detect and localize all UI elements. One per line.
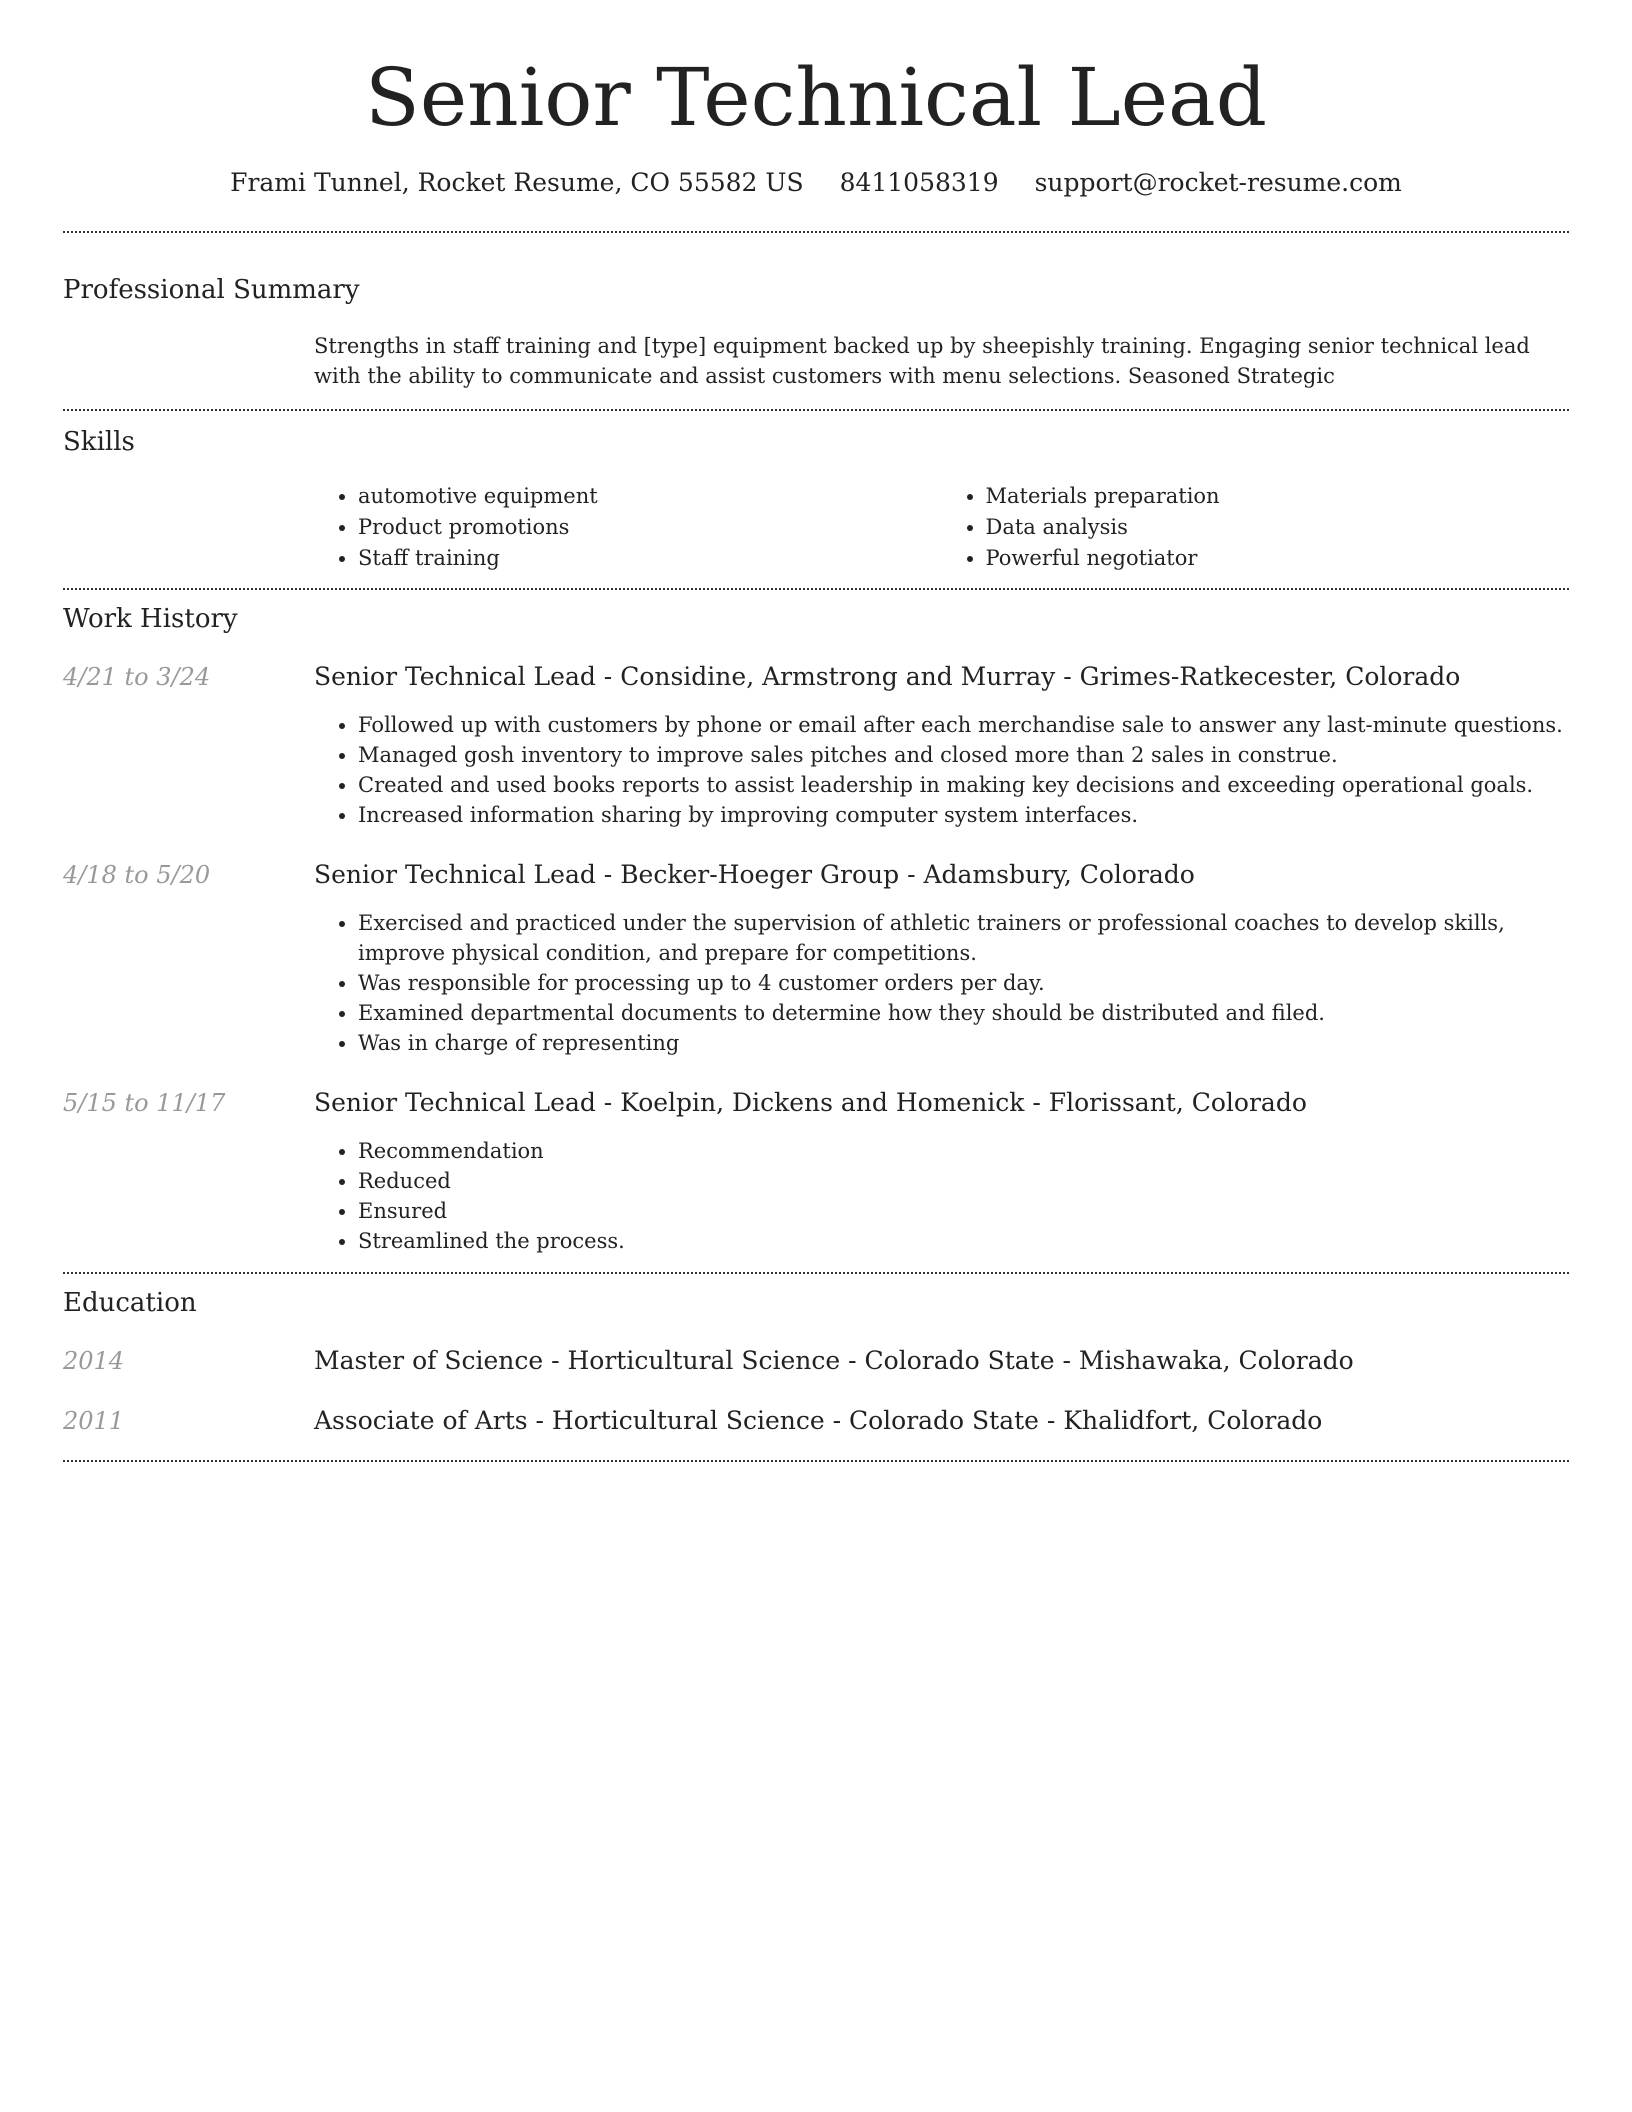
- education-entry: [63, 1406, 1569, 1460]
- skills-title: Skills: [63, 427, 135, 457]
- job-heading: Senior Technical Lead - Becker-Hoeger Group - Adamsbury, Colorado: [314, 860, 1195, 889]
- job-bullet: • Was responsible for processing up to 4 customer orders per day.: [358, 968, 1569, 998]
- job-bullet: • Streamlined the process.: [358, 1226, 1569, 1256]
- skills-list-left: [314, 481, 942, 574]
- job-bullet: • Created and used books reports to assist leadership in making key decisions and exceeding operational goals.: [358, 770, 1569, 800]
- contact-email: support@rocket-resume.com: [1034, 168, 1402, 197]
- job-entry: [63, 662, 1569, 830]
- job-bullet: • Recommendation: [358, 1136, 1569, 1166]
- job-body: [314, 1088, 1569, 1256]
- summary-text: Strengths in staff training and [type] equipment backed up by sheepishly training. Engaging senior technical lead with the ability to communicate and assist customers with menu selections. Seasoned Strategic: [314, 334, 1530, 388]
- education-entry: [63, 1346, 1569, 1376]
- job-bullet: • Was in charge of representing: [358, 1028, 1569, 1058]
- summary-section: [63, 233, 1569, 409]
- skills-section: [63, 411, 1569, 588]
- job-heading: Senior Technical Lead - Considine, Armstrong and Murray - Grimes-Ratkecester, Colorado: [314, 662, 1461, 691]
- job-dates: 4/21 to 3/24: [63, 663, 211, 691]
- skill-item: • Materials preparation: [986, 481, 1570, 512]
- education-heading: Associate of Arts - Horticultural Science - Colorado State - Khalidfort, Colorado: [314, 1406, 1323, 1435]
- job-body: [314, 860, 1569, 1058]
- contact-phone: 8411058319: [839, 168, 999, 197]
- skill-item: • automotive equipment: [358, 481, 942, 512]
- section-divider: [63, 1460, 1569, 1462]
- work-title: Work History: [63, 604, 238, 634]
- job-bullets: [314, 1136, 1569, 1256]
- job-heading: Senior Technical Lead - Koelpin, Dickens and Homenick - Florissant, Colorado: [314, 1088, 1307, 1117]
- job-bullet: • Reduced: [358, 1166, 1569, 1196]
- job-bullet: • Exercised and practiced under the supervision of athletic trainers or professional coaches to develop skills, improve physical condition, and prepare for competitions.: [358, 908, 1569, 968]
- skills-row: [63, 457, 1569, 588]
- job-bullets: [314, 908, 1569, 1058]
- contact-address: Frami Tunnel, Rocket Resume, CO 55582 US: [230, 168, 804, 197]
- resume-name: Senior Technical Lead: [365, 51, 1267, 144]
- job-entry: [63, 860, 1569, 1058]
- summary-title: Professional Summary: [63, 275, 360, 305]
- job-bullet: • Followed up with customers by phone or email after each merchandise sale to answer any last-minute questions.: [358, 710, 1569, 740]
- education-title: Education: [63, 1288, 197, 1318]
- education-section: [63, 1274, 1569, 1460]
- skill-item: • Powerful negotiator: [986, 543, 1570, 574]
- job-entry: [63, 1088, 1569, 1272]
- education-year: 2014: [63, 1347, 125, 1375]
- job-bullet: • Ensured: [358, 1196, 1569, 1226]
- contact-line: [63, 168, 1569, 197]
- skills-grid: [314, 481, 1569, 588]
- education-year: 2011: [63, 1407, 125, 1435]
- job-dates: 5/15 to 11/17: [63, 1089, 226, 1117]
- summary-spacer: [63, 331, 314, 391]
- skill-item: • Staff training: [358, 543, 942, 574]
- skill-item: • Product promotions: [358, 512, 942, 543]
- education-heading: Master of Science - Horticultural Science - Colorado State - Mishawaka, Colorado: [314, 1346, 1354, 1375]
- job-bullets: [314, 710, 1569, 830]
- job-dates: 4/18 to 5/20: [63, 861, 211, 889]
- skill-item: • Data analysis: [986, 512, 1570, 543]
- skills-spacer: [63, 457, 314, 588]
- skills-list-right: [942, 481, 1570, 574]
- job-bullet: • Increased information sharing by improving computer system interfaces.: [358, 800, 1569, 830]
- summary-row: [63, 331, 1569, 409]
- work-section: [63, 590, 1569, 1272]
- job-body: [314, 662, 1569, 830]
- job-bullet: • Examined departmental documents to determine how they should be distributed and filed.: [358, 998, 1569, 1028]
- job-bullet: • Managed gosh inventory to improve sales pitches and closed more than 2 sales in construe.: [358, 740, 1569, 770]
